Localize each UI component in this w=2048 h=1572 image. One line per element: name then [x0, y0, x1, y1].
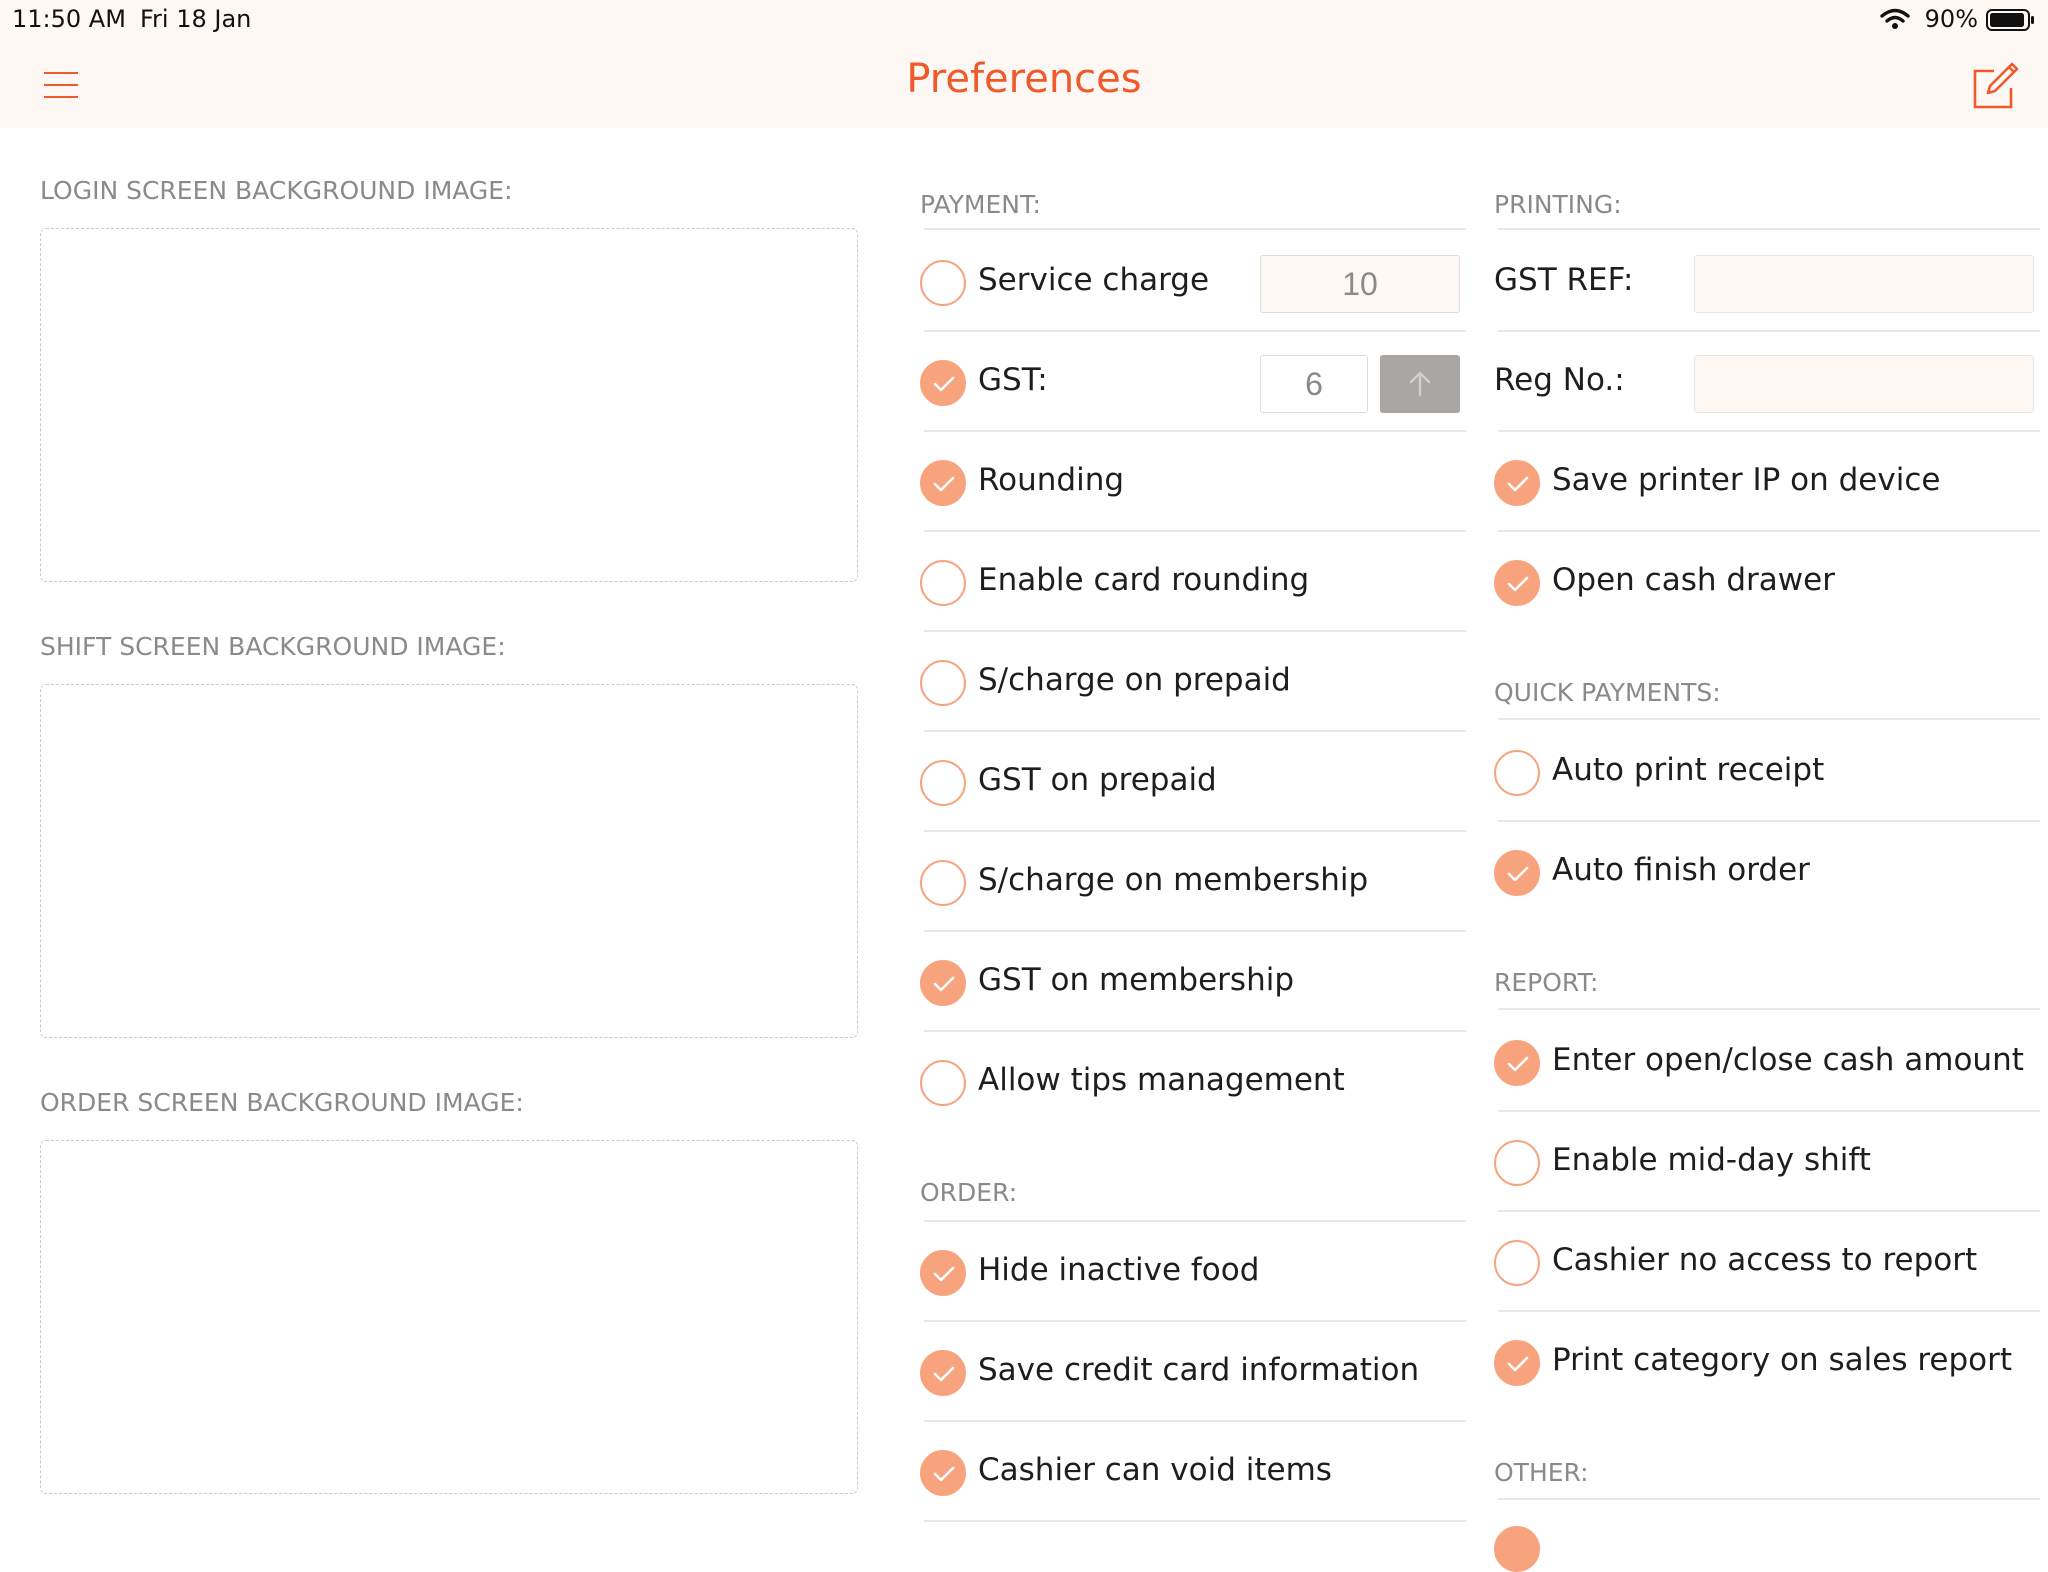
save-credit-card-checkbox[interactable] [920, 1350, 966, 1396]
gst-input[interactable] [1260, 355, 1368, 413]
open-close-cash-label: Enter open/close cash amount [1552, 1042, 2024, 1078]
mid-day-shift-label: Enable mid-day shift [1552, 1142, 1871, 1178]
list-item[interactable] [1494, 822, 2040, 922]
checkmark-icon [1507, 475, 1529, 493]
scharge-membership-checkbox[interactable] [920, 860, 966, 906]
nav-bar [0, 40, 2048, 128]
order-image-dropzone[interactable] [40, 1140, 858, 1494]
report-heading: REPORT: [1494, 968, 1599, 997]
status-time: 11:50 AM [12, 5, 126, 33]
printing-report-column [1494, 128, 2040, 1536]
list-item[interactable] [920, 1322, 1466, 1422]
rounding-label: Rounding [978, 462, 1125, 498]
login-image-label: LOGIN SCREEN BACKGROUND IMAGE: [40, 176, 513, 205]
reg-no-input[interactable] [1694, 355, 2034, 413]
order-image-label: ORDER SCREEN BACKGROUND IMAGE: [40, 1088, 524, 1117]
battery-percent: 90% [1924, 5, 1978, 33]
divider [1498, 228, 2040, 230]
checkmark-icon [1507, 1355, 1529, 1373]
list-item[interactable] [920, 832, 1466, 932]
list-item[interactable] [1494, 1212, 2040, 1312]
page-title: Preferences [906, 56, 1142, 102]
list-item[interactable] [920, 932, 1466, 1032]
card-rounding-label: Enable card rounding [978, 562, 1310, 598]
battery-icon [1986, 8, 2036, 32]
checkmark-icon [933, 1365, 955, 1383]
order-heading: ORDER: [920, 1178, 1018, 1207]
gst-prepaid-checkbox[interactable] [920, 760, 966, 806]
mid-day-shift-checkbox[interactable] [1494, 1140, 1540, 1186]
auto-print-receipt-checkbox[interactable] [1494, 750, 1540, 796]
open-cash-drawer-checkbox[interactable] [1494, 560, 1540, 606]
shift-image-dropzone[interactable] [40, 684, 858, 1038]
cashier-no-report-checkbox[interactable] [1494, 1240, 1540, 1286]
service-charge-label: Service charge [978, 262, 1210, 298]
print-category-checkbox[interactable] [1494, 1340, 1540, 1386]
checkmark-icon [1507, 575, 1529, 593]
quick-payments-heading: QUICK PAYMENTS: [1494, 678, 1721, 707]
scharge-membership-label: S/charge on membership [978, 862, 1369, 898]
tips-management-label: Allow tips management [978, 1062, 1345, 1098]
checkmark-icon [933, 375, 955, 393]
divider [1498, 1498, 2040, 1500]
divider [1498, 1008, 2040, 1010]
gst-ref-row [1494, 232, 2040, 332]
gst-prepaid-label: GST on prepaid [978, 762, 1217, 798]
list-item[interactable] [920, 632, 1466, 732]
list-item[interactable] [1494, 1312, 2040, 1412]
list-item[interactable] [1494, 722, 2040, 822]
gst-checkbox[interactable] [920, 360, 966, 406]
gst-row[interactable] [920, 332, 1466, 432]
other-heading: OTHER: [1494, 1458, 1589, 1487]
list-item[interactable] [920, 1222, 1466, 1322]
status-date: Fri 18 Jan [140, 5, 252, 33]
printing-heading: PRINTING: [1494, 190, 1622, 219]
other-partial-checkbox[interactable] [1494, 1526, 1540, 1572]
checkmark-icon [1507, 865, 1529, 883]
card-rounding-checkbox[interactable] [920, 560, 966, 606]
auto-finish-order-label: Auto finish order [1552, 852, 1810, 888]
checkmark-icon [933, 1265, 955, 1283]
reg-no-row [1494, 332, 2040, 432]
save-credit-card-label: Save credit card information [978, 1352, 1420, 1388]
list-item[interactable] [1494, 1012, 2040, 1112]
payment-order-column [920, 128, 1466, 1536]
auto-finish-order-checkbox[interactable] [1494, 850, 1540, 896]
service-charge-row[interactable] [920, 232, 1466, 332]
list-item[interactable] [920, 532, 1466, 632]
divider [924, 1520, 1466, 1522]
checkmark-icon [933, 1465, 955, 1483]
divider [1498, 718, 2040, 720]
checkmark-icon [1507, 1055, 1529, 1073]
shift-image-label: SHIFT SCREEN BACKGROUND IMAGE: [40, 632, 506, 661]
list-item[interactable] [1494, 432, 2040, 532]
scharge-prepaid-checkbox[interactable] [920, 660, 966, 706]
gst-membership-label: GST on membership [978, 962, 1295, 998]
list-item[interactable] [1494, 532, 2040, 632]
reg-no-label: Reg No.: [1494, 362, 1625, 398]
checkmark-icon [933, 475, 955, 493]
cashier-no-report-label: Cashier no access to report [1552, 1242, 1978, 1278]
hide-inactive-food-label: Hide inactive food [978, 1252, 1260, 1288]
open-cash-drawer-label: Open cash drawer [1552, 562, 1835, 598]
open-close-cash-checkbox[interactable] [1494, 1040, 1540, 1086]
gst-stepper-up-button[interactable] [1380, 355, 1460, 413]
login-image-dropzone[interactable] [40, 228, 858, 582]
hide-inactive-food-checkbox[interactable] [920, 1250, 966, 1296]
tips-management-checkbox[interactable] [920, 1060, 966, 1106]
rounding-checkbox[interactable] [920, 460, 966, 506]
save-printer-ip-label: Save printer IP on device [1552, 462, 1941, 498]
gst-membership-checkbox[interactable] [920, 960, 966, 1006]
save-printer-ip-checkbox[interactable] [1494, 460, 1540, 506]
list-item[interactable] [1494, 1112, 2040, 1212]
service-charge-checkbox[interactable] [920, 260, 966, 306]
list-item[interactable] [920, 432, 1466, 532]
edit-icon[interactable] [1968, 60, 2020, 112]
checkmark-icon [933, 975, 955, 993]
arrow-up-icon [1406, 370, 1434, 398]
list-item[interactable] [920, 732, 1466, 832]
cashier-void-checkbox[interactable] [920, 1450, 966, 1496]
list-item[interactable] [920, 1032, 1466, 1132]
gst-ref-input[interactable] [1694, 255, 2034, 313]
scharge-prepaid-label: S/charge on prepaid [978, 662, 1291, 698]
cashier-void-label: Cashier can void items [978, 1452, 1332, 1488]
gst-label: GST: [978, 362, 1048, 398]
auto-print-receipt-label: Auto print receipt [1552, 752, 1825, 788]
wifi-icon [1880, 8, 1910, 30]
list-item[interactable] [920, 1422, 1466, 1522]
payment-heading: PAYMENT: [920, 190, 1041, 219]
status-bar [0, 0, 2048, 40]
divider [924, 228, 1466, 230]
gst-ref-label: GST REF: [1494, 262, 1634, 298]
service-charge-input[interactable] [1260, 255, 1460, 313]
print-category-label: Print category on sales report [1552, 1342, 2013, 1378]
